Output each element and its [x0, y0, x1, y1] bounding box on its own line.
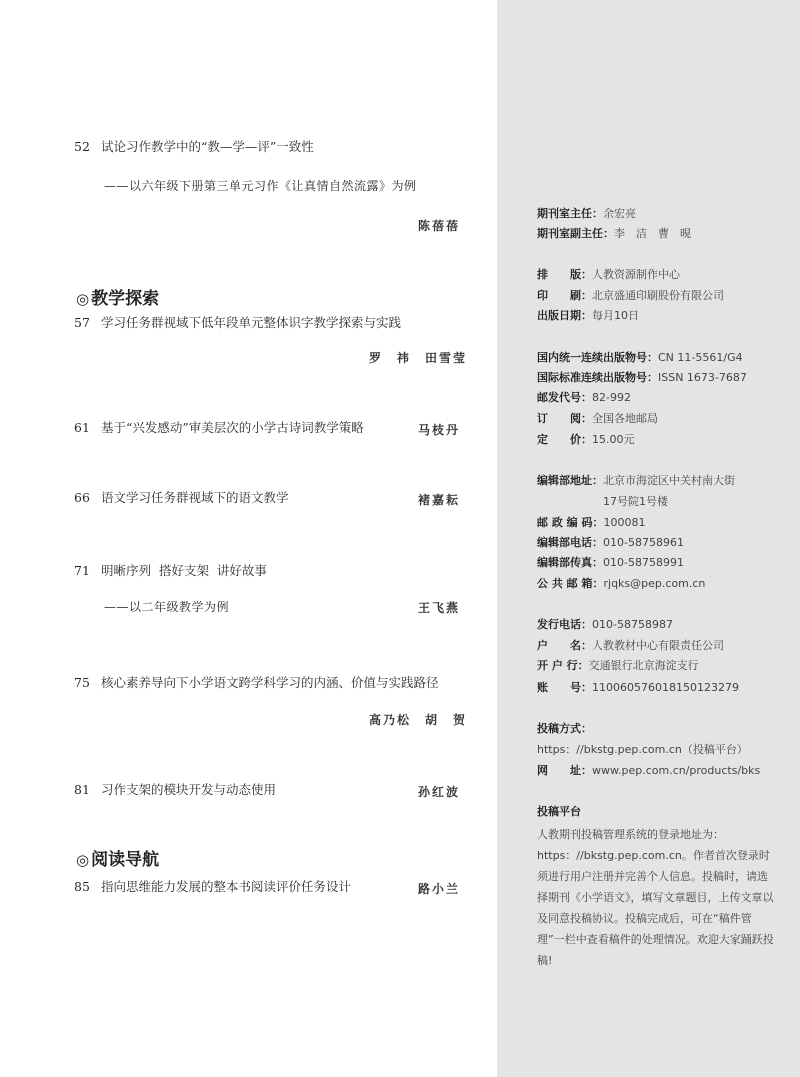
article-author: 褚嘉耘 — [418, 493, 461, 507]
toc-entry-81[interactable] — [74, 782, 276, 798]
section-label: 教学探索 — [91, 289, 160, 309]
info-subscribe: 订 阅：全国各地邮局 — [537, 412, 658, 425]
info-website[interactable]: 网 址：www.pep.com.cn/products/bks — [537, 764, 761, 777]
platform-instructions: 人教期刊投稿管理系统的登录地址为：https：//bkstg.pep.com.cn。作者首次登录时须进行用户注册并完善个人信息。投稿时，请选择期刊《小学语文》，填写文章题目，上传文章以及同意投稿协议。投稿完成后，可在“稿件管理”一栏中查看稿件的处理情况。欢迎大家踊跃投稿! — [537, 828, 774, 967]
info-chief: 期刊室主任：余宏亮 — [537, 207, 636, 220]
article-author: 高乃松 胡 贺 — [369, 713, 468, 727]
article-title: 学习任务群视域下低年段单元整体识字教学探索与实践 — [101, 315, 402, 330]
info-phone: 编辑部电话：010-58758961 — [537, 536, 684, 549]
article-title: 习作支架的模块开发与动态使用 — [101, 782, 277, 797]
info-price: 定 价：15.00元 — [537, 433, 635, 446]
section-heading-teaching — [76, 284, 159, 309]
page-number: 71 — [74, 563, 90, 578]
article-author: 王飞燕 — [418, 601, 461, 615]
info-dist-phone: 发行电话：010-58758987 — [537, 618, 673, 631]
toc-entry-75[interactable] — [74, 675, 439, 691]
section-heading-reading — [76, 845, 159, 870]
page-number: 75 — [74, 675, 90, 690]
info-layout: 排 版：人教资源制作中心 — [537, 268, 680, 281]
submit-heading: 投稿方式： — [537, 722, 592, 735]
article-title: 核心素养导向下小学语文跨学科学习的内涵、价值与实践路径 — [101, 675, 439, 690]
article-author: 孙红波 — [418, 785, 461, 799]
info-issn: 国际标准连续出版物号：ISSN 1673-7687 — [537, 371, 747, 384]
toc-entry-71[interactable] — [74, 563, 267, 579]
toc-entry-57[interactable] — [74, 315, 401, 331]
page-number: 66 — [74, 490, 90, 505]
article-title: 试论习作教学中的“教—学—评”一致性 — [101, 139, 314, 154]
page-number: 57 — [74, 315, 90, 330]
article-author: 陈蓓蓓 — [418, 219, 461, 233]
info-account-name: 户 名：人教教材中心有限责任公司 — [537, 639, 724, 652]
toc-entry-61[interactable] — [74, 420, 364, 436]
info-date: 出版日期：每月10日 — [537, 309, 639, 322]
article-author: 马枝丹 — [418, 423, 461, 437]
info-deputy: 期刊室副主任：李 洁 曹 晛 — [537, 227, 691, 240]
info-zip: 邮 政 编 码：100081 — [537, 516, 646, 529]
info-account: 账 号：110060576018150123279 — [537, 681, 739, 694]
info-address-line2: 17号院1号楼 — [603, 495, 668, 508]
info-address: 编辑部地址：北京市海淀区中关村南大街 — [537, 474, 735, 487]
toc-entry-85[interactable] — [74, 879, 351, 895]
article-subtitle: ——以二年级教学为例 — [104, 600, 230, 614]
article-title: 基于“兴发感动”审美层次的小学古诗词教学策略 — [101, 420, 364, 435]
article-subtitle: ——以六年级下册第三单元习作《让真情自然流露》为例 — [104, 179, 417, 193]
page-number: 81 — [74, 782, 90, 797]
page-number: 52 — [74, 139, 90, 154]
info-email[interactable]: 公 共 邮 箱：rjqks@pep.com.cn — [537, 577, 706, 590]
info-bank: 开 户 行：交通银行北京海淀支行 — [537, 659, 699, 672]
info-fax: 编辑部传真：010-58758991 — [537, 556, 684, 569]
article-author: 路小兰 — [418, 882, 461, 896]
article-title: 明晰序列 搭好支架 讲好故事 — [101, 563, 267, 578]
info-print: 印 刷：北京盛通印刷股份有限公司 — [537, 289, 724, 302]
article-author: 罗 祎 田雪莹 — [369, 351, 468, 365]
toc-entry-52[interactable] — [74, 139, 314, 155]
info-postcode-dist: 邮发代号：82-992 — [537, 391, 631, 404]
submit-url[interactable]: https：//bkstg.pep.com.cn（投稿平台） — [537, 743, 748, 756]
info-cn: 国内统一连续出版物号：CN 11-5561/G4 — [537, 351, 743, 364]
section-label: 阅读导航 — [91, 850, 160, 870]
toc-entry-66[interactable] — [74, 490, 289, 506]
page-number: 61 — [74, 420, 90, 435]
page-number: 85 — [74, 879, 90, 894]
article-title: 语文学习任务群视域下的语文教学 — [101, 490, 289, 505]
platform-heading: 投稿平台 — [537, 805, 581, 818]
article-title: 指向思维能力发展的整本书阅读评价任务设计 — [101, 879, 352, 894]
section-mark-icon: ◎ — [76, 290, 90, 308]
section-mark-icon: ◎ — [76, 851, 90, 869]
